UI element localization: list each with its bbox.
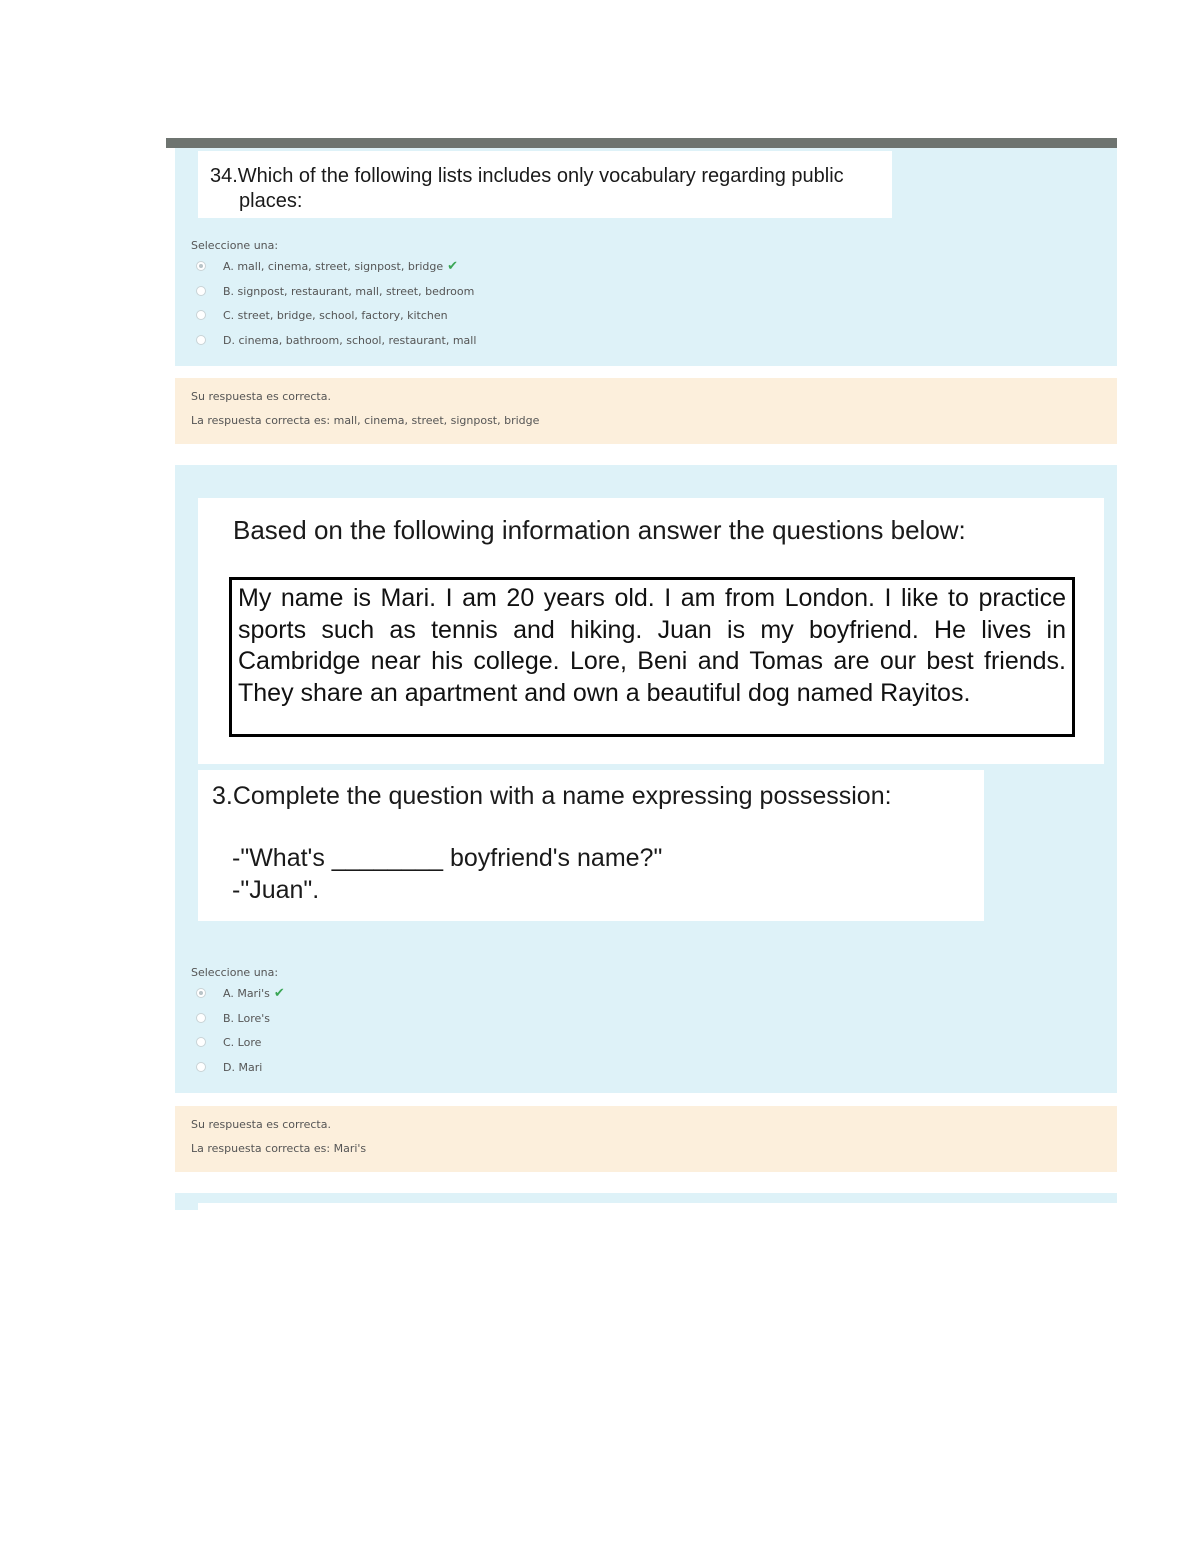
option-b-label: B. Lore's (223, 1012, 271, 1025)
feedback-answer: La respuesta correcta es: Mari's (191, 1142, 367, 1155)
option-d[interactable] (223, 334, 476, 347)
option-d[interactable] (223, 1061, 262, 1074)
reading-passage: My name is Mari. I am 20 years old. I am from London. I like to practice sports such as tennis and hiking. Juan is my boyfriend. He lives in Cambridge near his college. Lore, Beni and Tomas are our best friends. They share an apartment and own a beautiful dog named Rayitos. (229, 577, 1075, 737)
radio-option-c[interactable] (196, 310, 206, 320)
radio-option-a[interactable] (196, 988, 206, 998)
option-a-label: A. mall, cinema, street, signpost, bridge (223, 260, 444, 273)
option-c-label: C. Lore (223, 1036, 262, 1049)
option-b-label: B. signpost, restaurant, mall, street, bedroom (223, 285, 475, 298)
next-question-edge (175, 1203, 198, 1210)
dialog-line-1: -"What's ________ boyfriend's name?" (232, 844, 663, 872)
next-question-container (175, 1193, 1117, 1203)
radio-option-b[interactable] (196, 1013, 206, 1023)
option-b[interactable] (223, 285, 474, 298)
feedback-3 (175, 1106, 1117, 1172)
radio-option-a[interactable] (196, 261, 206, 271)
dialog-line-2: -"Juan". (232, 876, 320, 904)
option-c-label: C. street, bridge, school, factory, kitchen (223, 309, 448, 322)
check-icon: ✔ (273, 986, 285, 1001)
question-34-text-line2: places: (239, 190, 303, 212)
option-a-label: A. Mari's (223, 987, 270, 1000)
select-label: Seleccione una: (191, 239, 279, 252)
top-divider (166, 138, 1117, 148)
question-3-text: 3.Complete the question with a name expressing possession: (212, 782, 892, 810)
feedback-status: Su respuesta es correcta. (191, 390, 331, 403)
check-icon: ✔ (447, 259, 459, 274)
feedback-34 (175, 378, 1117, 444)
select-label: Seleccione una: (191, 966, 279, 979)
option-c[interactable] (223, 1036, 261, 1049)
radio-option-c[interactable] (196, 1037, 206, 1047)
option-a[interactable] (223, 259, 458, 274)
radio-option-d[interactable] (196, 1062, 206, 1072)
feedback-status: Su respuesta es correcta. (191, 1118, 331, 1131)
option-c[interactable] (223, 309, 448, 322)
question-3-card (198, 770, 984, 921)
question-34-card (198, 151, 892, 218)
option-d-label: D. cinema, bathroom, school, restaurant, mall (223, 334, 477, 347)
feedback-answer: La respuesta correcta es: mall, cinema, street, signpost, bridge (191, 414, 540, 427)
radio-option-d[interactable] (196, 335, 206, 345)
option-d-label: D. Mari (223, 1061, 263, 1074)
reading-intro: Based on the following information answer the questions below: (233, 515, 966, 545)
option-b[interactable] (223, 1012, 270, 1025)
option-a[interactable] (223, 986, 285, 1001)
radio-option-b[interactable] (196, 286, 206, 296)
question-34-text-line1: 34.Which of the following lists includes only vocabulary regarding public (210, 165, 844, 187)
